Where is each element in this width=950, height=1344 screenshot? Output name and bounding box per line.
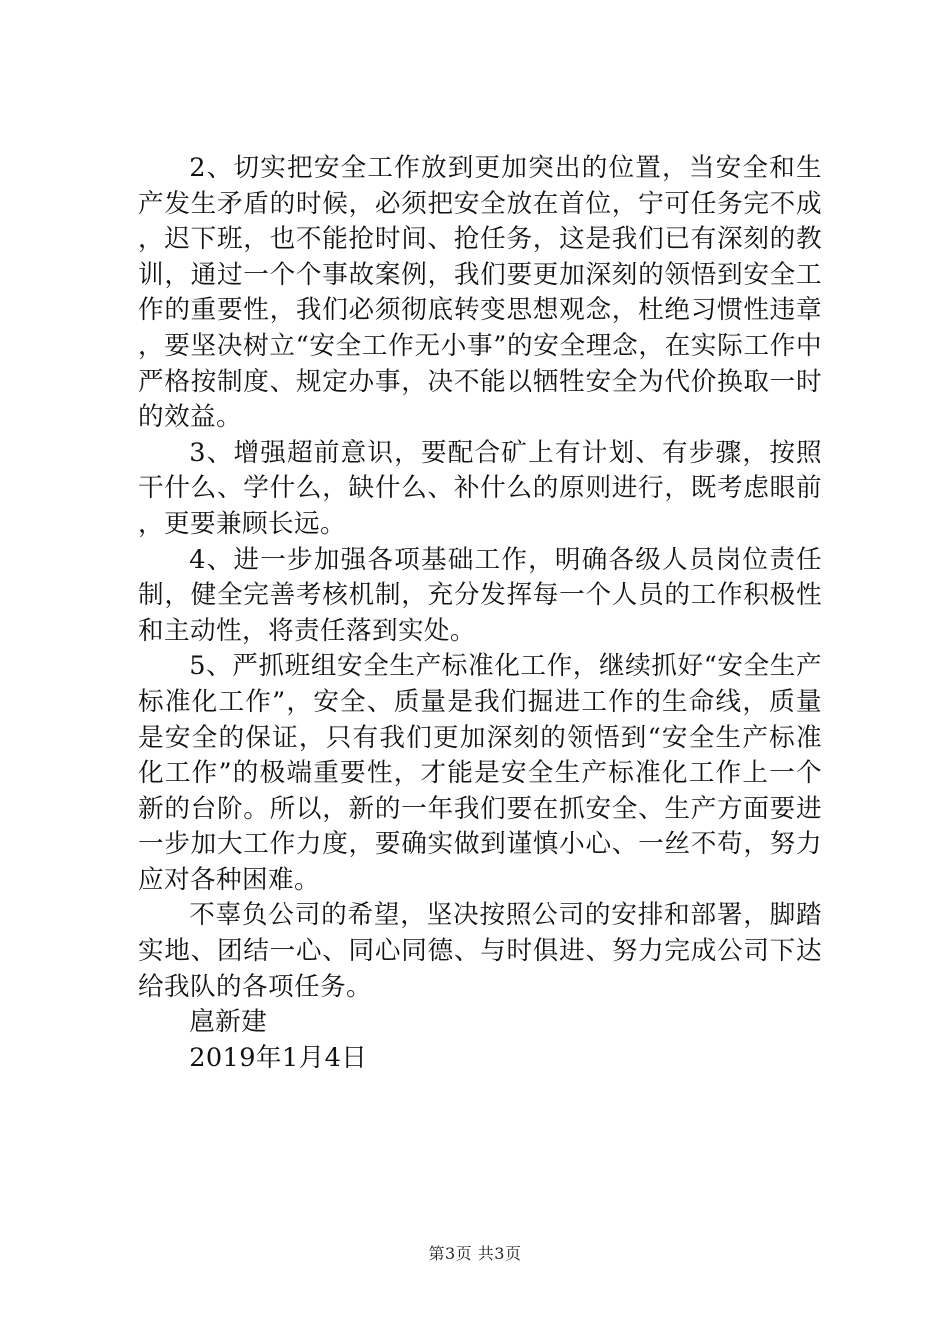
signature-name: 扈新建 (189, 1007, 268, 1038)
closing-paragraph: 不辜负公司的希望，坚决按照公司的安排和部署，脚踏实地、团结一心、同心同德、与时俱进、努力完成公司下达给我队的各项任务。 (138, 900, 822, 1002)
paragraph-item-2: 2、切实把安全工作放到更加突出的位置，当安全和生产发生矛盾的时候，必须把安全放在首位，宁可任务完不成，迟下班，也不能抢时间、抢任务，这是我们已有深刻的教训，通过一个个事故案例，我们要更加深刻的领悟到安全工作的重要性，我们必须彻底转变思想观念，杜绝习惯性违章，要坚决树立“安全工作无小事”的安全理念，在实际工作中严格按制度、规定办事，决不能以牺牲安全为代价换取一时的效益。 (138, 153, 822, 433)
signature-date: 2019年1月4日 (189, 1042, 368, 1073)
document-body (138, 151, 822, 1076)
paragraph-item-5: 5、严抓班组安全生产标准化工作，继续抓好“安全生产标准化工作”，安全、质量是我们掘进工作的生命线，质量是安全的保证，只有我们更加深刻的领悟到“安全生产标准化工作”的极端重要性，才能是安全生产标准化工作上一个新的台阶。所以，新的一年我们要在抓安全、生产方面要进一步加大工作力度，要确实做到谨慎小心、一丝不苟，努力应对各种困难。 (138, 651, 822, 895)
page-number-footer: 第3页 共3页 (428, 1244, 522, 1263)
paragraph-item-3: 3、增强超前意识，要配合矿上有计划、有步骤，按照干什么、学什么，缺什么、补什么的原则进行，既考虑眼前，更要兼顾长远。 (138, 437, 822, 539)
paragraph-item-4: 4、进一步加强各项基础工作，明确各级人员岗位责任制，健全完善考核机制，充分发挥每一个人员的工作积极性和主动性，将责任落到实处。 (138, 544, 822, 646)
